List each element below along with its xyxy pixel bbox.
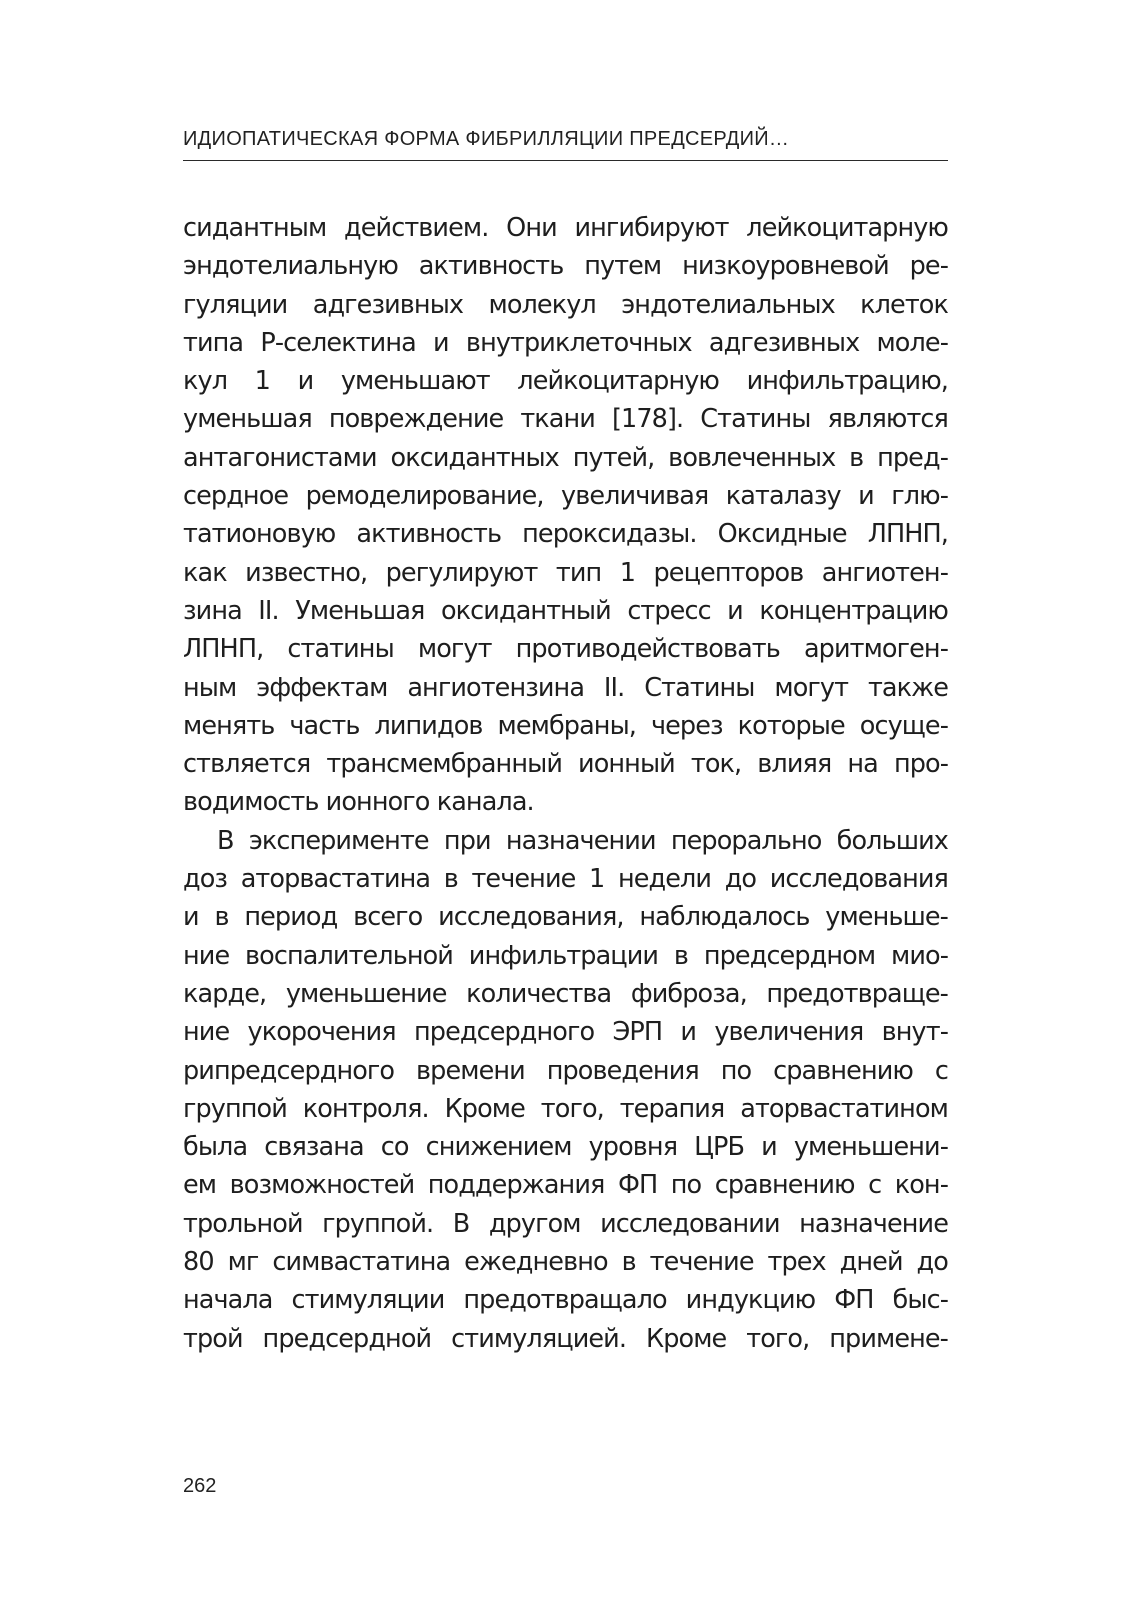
text-line: типа Р-селектина и внутриклеточных адгезивных моле- [183, 327, 948, 358]
text-line: трой предсердной стимуляцией. Кроме того, примене- [183, 1323, 948, 1354]
text-line: ствляется трансмембранный ионный ток, влияя на про- [183, 749, 948, 780]
text-line: трольной группой. В другом исследовании назначение [183, 1208, 948, 1239]
text-line: татионовую активность пероксидазы. Оксидные ЛПНП, [183, 519, 948, 550]
text-line: водимость ионного канала. [183, 787, 534, 818]
body-text [183, 209, 948, 1358]
text-line: начала стимуляции предотвращало индукцию ФП быс- [183, 1285, 948, 1316]
running-head: ИДИОПАТИЧЕСКАЯ ФОРМА ФИБРИЛЛЯЦИИ ПРЕДСЕРДИЙ… [183, 128, 790, 150]
text-line: уменьшая повреждение ткани [178]. Статины являются [183, 404, 948, 435]
text-line: эндотелиальную активность путем низкоуровневой ре- [183, 251, 948, 282]
text-line: карде, уменьшение количества фиброза, предотвраще- [183, 978, 948, 1009]
text-line: зина II. Уменьшая оксидантный стресс и концентрацию [183, 595, 948, 626]
text-line: 80 мг симвастатина ежедневно в течение трех дней до [183, 1247, 948, 1278]
text-line: как известно, регулируют тип 1 рецепторов ангиотен- [183, 557, 948, 588]
header-rule [183, 160, 948, 161]
text-line: рипредсердного времени проведения по сравнению с [183, 1055, 948, 1086]
text-line: группой контроля. Кроме того, терапия аторвастатином [183, 1093, 948, 1124]
text-line: ние воспалительной инфильтрации в предсердном мио- [183, 940, 948, 971]
text-line: ние укорочения предсердного ЭРП и увеличения внут- [183, 1017, 948, 1048]
text-line: была связана со снижением уровня ЦРБ и уменьшени- [183, 1132, 948, 1163]
text-line: сидантным действием. Они ингибируют лейкоцитарную [183, 213, 948, 243]
text-line: сердное ремоделирование, увеличивая каталазу и глю- [183, 481, 948, 512]
text-line: антагонистами оксидантных путей, вовлеченных в пред- [183, 442, 948, 473]
text-line: гуляции адгезивных молекул эндотелиальных клеток [183, 289, 948, 320]
text-line: и в период всего исследования, наблюдалось уменьше- [183, 902, 948, 933]
page-number: 262 [183, 1475, 217, 1497]
text-line: ным эффектам ангиотензина II. Статины могут также [183, 672, 948, 703]
text-line: кул 1 и уменьшают лейкоцитарную инфильтрацию, [183, 366, 948, 397]
text-line: ем возможностей поддержания ФП по сравнению с кон- [183, 1170, 948, 1201]
text-line: доз аторвастатина в течение 1 недели до исследования [183, 864, 948, 895]
text-line: В эксперименте при назначении перорально больших [217, 825, 948, 856]
text-line: менять часть липидов мембраны, через которые осуще- [183, 710, 948, 741]
text-line: ЛПНП, статины могут противодействовать аритмоген- [183, 634, 948, 665]
